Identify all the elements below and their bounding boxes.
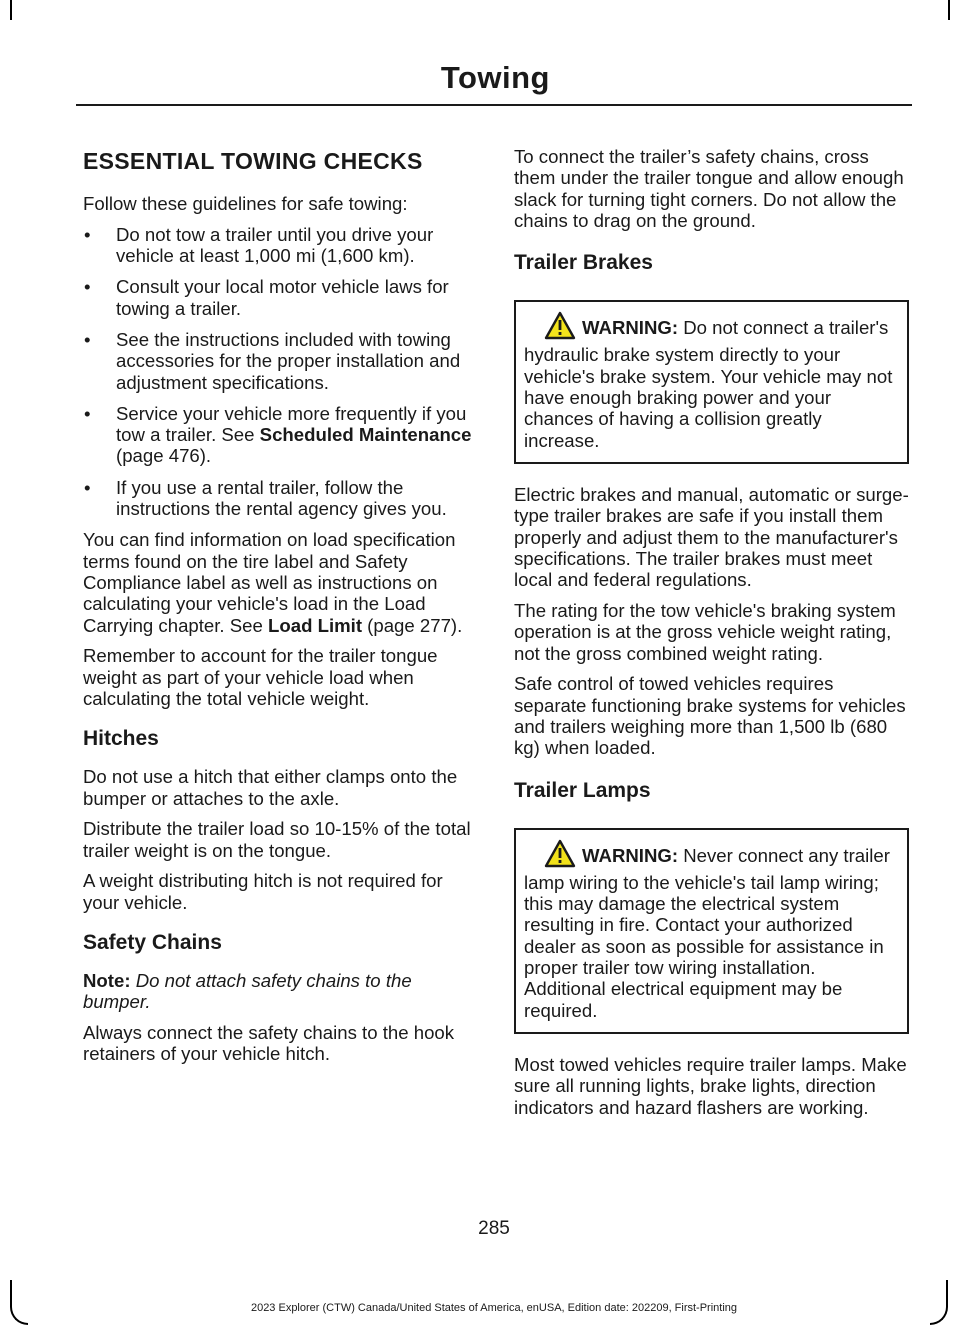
trailer-brakes-paragraph-2: The rating for the tow vehicle's braking system operation is at the gross vehicle weight rating, not the gross combined weight rating.: [514, 599, 896, 664]
intro-paragraph: Follow these guidelines for safe towing:: [83, 193, 408, 214]
safety-chains-paragraph: Always connect the safety chains to the hook retainers of your vehicle hitch.: [83, 1022, 455, 1065]
hitches-paragraph-3: A weight distributing hitch is not required for your vehicle.: [83, 870, 443, 913]
note-label: Note:: [83, 970, 131, 992]
trailer-brakes-warning-box: [514, 300, 909, 464]
page-number: 285: [478, 1218, 510, 1239]
section-heading-trailer-brakes: Trailer Brakes: [514, 251, 653, 275]
section-heading-essential-towing-checks: ESSENTIAL TOWING CHECKS: [83, 148, 423, 174]
warning-text-block: [524, 311, 898, 451]
warning-text-block: [524, 839, 898, 1021]
section-heading-hitches: Hitches: [83, 727, 159, 751]
left-column: [83, 146, 479, 1074]
list-item: • See the instructions included with towing accessories for the proper installation and adjustment specifications.: [83, 329, 479, 393]
load-limit-link[interactable]: Load Limit: [268, 614, 363, 636]
warning-triangle-icon: [544, 311, 576, 344]
trailer-brakes-paragraph-3: Safe control of towed vehicles requires separate functioning brake systems for vehicles and trailers weighing more than 1,500 lb (680 kg) when loaded.: [514, 673, 906, 759]
right-column: [514, 146, 909, 1127]
warning-label: WARNING:: [582, 844, 679, 866]
warning-triangle-icon: [544, 839, 576, 872]
chapter-title: Towing: [440, 60, 550, 95]
guidelines-list: [83, 224, 479, 520]
list-item: • Do not tow a trailer until you drive your vehicle at least 1,000 mi (1,600 km).: [83, 224, 479, 267]
load-para-text: You can find information on load specification terms found on the tire label and Safety Compliance label as well as instructions on calculating your vehicle's load in the Load Carrying chapter. See: [83, 529, 456, 636]
load-specification-paragraph: [83, 529, 479, 635]
list-item: [83, 403, 479, 467]
list-item: • Consult your local motor vehicle laws for towing a trailer.: [83, 276, 479, 319]
scheduled-maintenance-link[interactable]: Scheduled Maintenance: [259, 424, 472, 446]
warning-label: WARNING:: [582, 317, 679, 339]
trailer-lamps-paragraph: Most towed vehicles require trailer lamps. Make sure all running lights, brake lights, direction indicators and hazard flashers are working.: [514, 1053, 907, 1118]
crop-mark-top-right: [948, 0, 950, 20]
list-item-text: Service your vehicle more frequently if you tow a trailer. See: [116, 402, 467, 446]
crop-mark-top-left: [10, 0, 12, 20]
footer-edition-info: 2023 Explorer (CTW) Canada/United States of America, enUSA, Edition date: 202209, First-Printing: [250, 1302, 738, 1314]
section-heading-safety-chains: Safety Chains: [83, 931, 222, 955]
trailer-lamps-warning-box: [514, 828, 909, 1034]
safety-chains-note: [83, 970, 479, 1013]
section-heading-trailer-lamps: Trailer Lamps: [514, 778, 651, 802]
header-divider: [76, 104, 912, 106]
load-para-page-ref: (page 277).: [362, 614, 463, 636]
note-text: Do not attach safety chains to the bumper.: [83, 970, 412, 1013]
chains-cross-paragraph: To connect the trailer’s safety chains, cross them under the trailer tongue and allow enough slack for turning tight corners. Do not allow the chains to drag on the ground.: [514, 146, 904, 231]
hitches-paragraph-2: Distribute the trailer load so 10-15% of the total trailer weight is on the tongue.: [83, 818, 471, 861]
list-item: • If you use a rental trailer, follow the instructions the rental agency gives you.: [83, 477, 479, 520]
hitches-paragraph-1: Do not use a hitch that either clamps onto the bumper or attaches to the axle.: [83, 766, 458, 809]
tongue-weight-paragraph: Remember to account for the trailer tongue weight as part of your vehicle load when calculating the total vehicle weight.: [83, 645, 438, 709]
warning-message: Do not connect a trailer's hydraulic brake system directly to your vehicle's brake system. Your vehicle may not have enough braking power and your chances of having a collision greatly increase.: [524, 317, 893, 451]
trailer-brakes-paragraph-1: Electric brakes and manual, automatic or surge-type trailer brakes are safe if you install them properly and adjust them to the manufacturer's specifications. The trailer brakes must meet local and federal regulations.: [514, 483, 909, 591]
list-item-page-ref: (page 476).: [116, 445, 212, 467]
warning-message: Never connect any trailer lamp wiring to the vehicle's tail lamp wiring; this may damage the electrical system resulting in fire. Contact your authorized dealer as soon as possible for assistance in proper trailer tow wiring installation. Additional electrical equipment may be required.: [524, 844, 890, 1021]
